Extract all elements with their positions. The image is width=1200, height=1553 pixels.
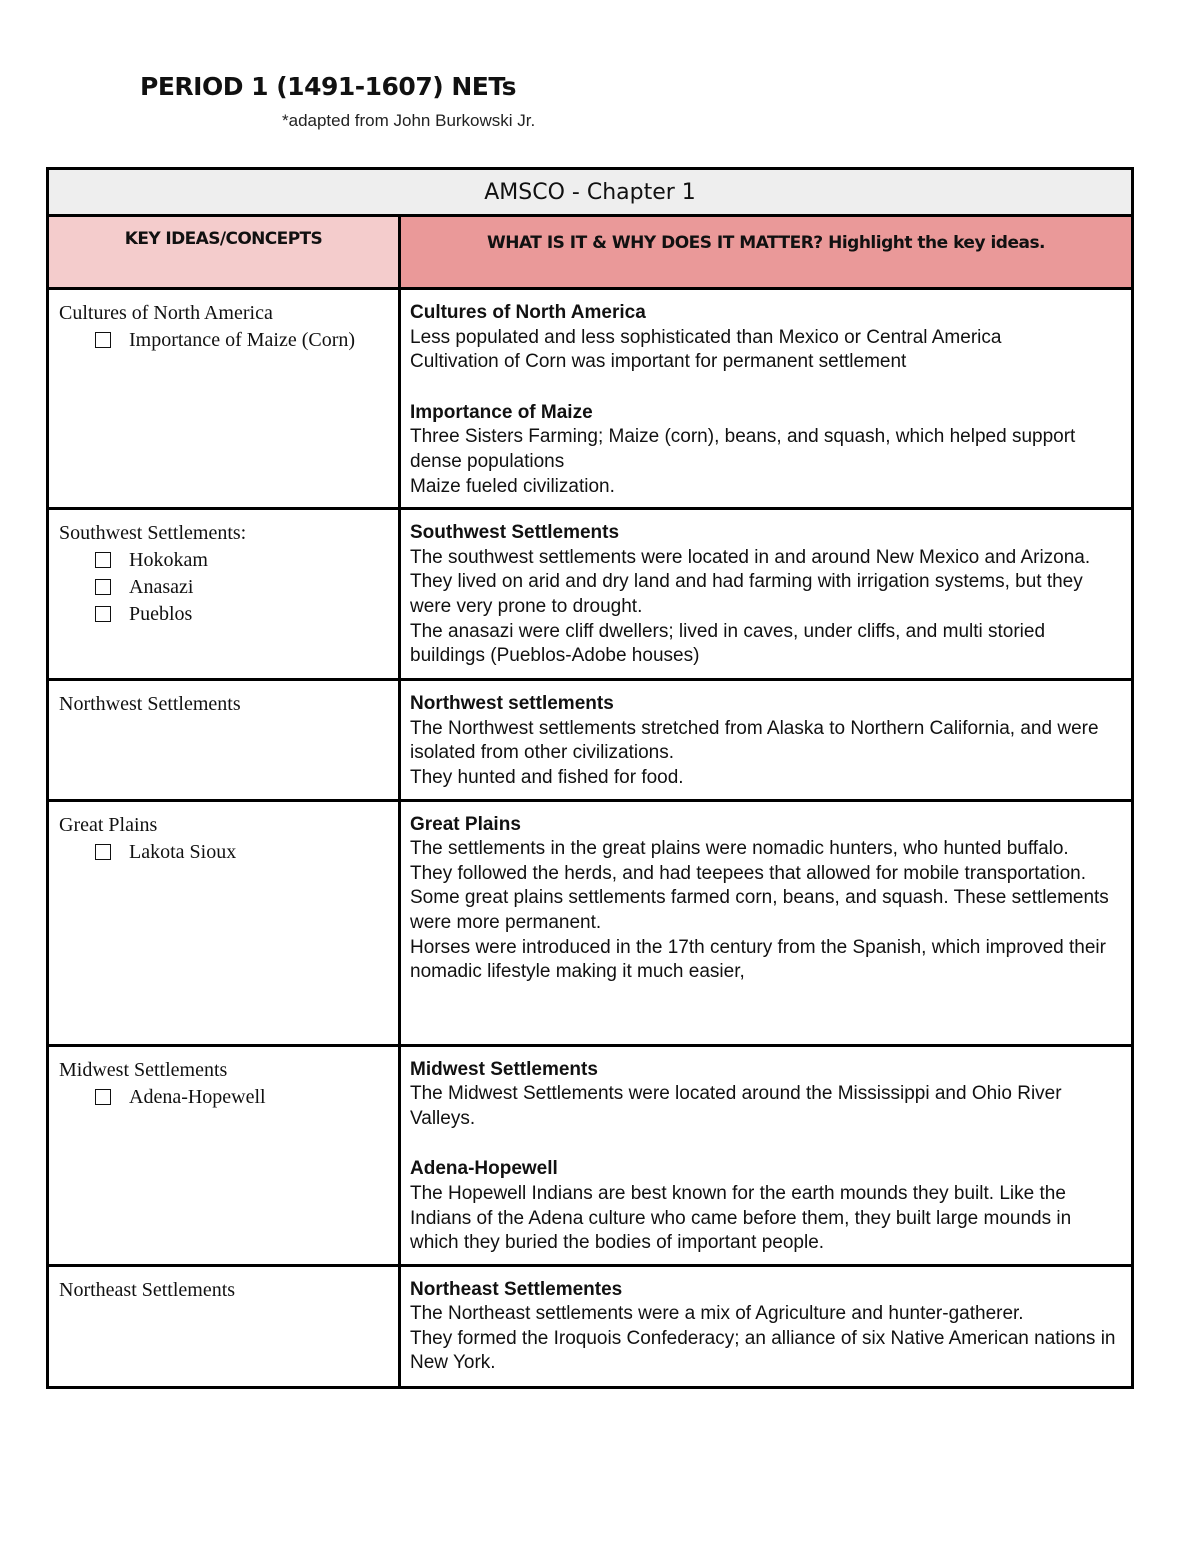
explanation-cell <box>400 680 1133 800</box>
checkbox-icon[interactable] <box>95 606 111 622</box>
key-idea-cell <box>48 1265 400 1387</box>
section-heading: Great Plains <box>410 813 521 835</box>
checklist-item-label: Pueblos <box>129 603 193 626</box>
what-why-header-label: WHAT IS IT & WHY DOES IT MATTER? Highlight the key ideas. <box>486 233 1046 253</box>
checklist-item-label: Anasazi <box>129 576 194 599</box>
checklist-item <box>95 601 390 628</box>
notes-table <box>46 167 1134 1389</box>
key-idea-title: Midwest Settlements <box>59 1058 228 1081</box>
explanation-section <box>410 521 1121 669</box>
section-line: Horses were introduced in the 17th century from the Spanish, which improved their nomadic lifestyle making it much easier, <box>410 936 1106 983</box>
checkbox-icon[interactable] <box>95 1089 111 1105</box>
checklist-item <box>95 839 390 866</box>
key-ideas-header-label: KEY IDEAS/CONCEPTS <box>124 229 323 249</box>
section-line: The settlements in the great plains were nomadic hunters, who hunted buffalo. <box>410 838 1069 860</box>
explanation-cell <box>400 1265 1133 1387</box>
table-row <box>48 289 1133 509</box>
key-idea-checklist <box>59 547 390 628</box>
table-row <box>48 680 1133 800</box>
key-idea-checklist <box>59 1084 390 1111</box>
header-row <box>48 216 1133 289</box>
checklist-item <box>95 574 390 601</box>
key-idea-title: Northwest Settlements <box>59 693 241 716</box>
section-heading: Adena-Hopewell <box>410 1158 558 1180</box>
explanation-cell <box>400 1045 1133 1265</box>
key-idea-cell <box>48 289 400 509</box>
key-ideas-header <box>48 216 400 289</box>
key-idea-cell <box>48 509 400 680</box>
explanation-section <box>410 813 1121 985</box>
section-line: The Northeast settlements were a mix of Agriculture and hunter-gatherer. <box>410 1303 1024 1325</box>
explanation-section <box>410 1278 1121 1376</box>
key-idea-title: Cultures of North America <box>59 302 273 324</box>
section-heading: Importance of Maize <box>410 401 593 423</box>
explanation-cell <box>400 289 1133 509</box>
section-line: They formed the Iroquois Confederacy; an alliance of six Native American nations in New York. <box>410 1327 1116 1374</box>
explanation-section <box>410 692 1121 790</box>
what-why-header <box>400 216 1133 289</box>
section-line: Less populated and less sophisticated than Mexico or Central America <box>410 326 1002 348</box>
checklist-item <box>95 547 390 574</box>
section-line: They hunted and fished for food. <box>410 766 684 788</box>
explanation-cell <box>400 800 1133 1045</box>
checklist-item <box>95 1084 390 1111</box>
section-heading: Northwest settlements <box>410 693 614 715</box>
key-idea-title: Southwest Settlements: <box>59 522 247 545</box>
checklist-item-label: Importance of Maize (Corn) <box>129 329 356 351</box>
key-idea-cell <box>48 800 400 1045</box>
checkbox-icon[interactable] <box>95 332 111 348</box>
table-row <box>48 1265 1133 1387</box>
document-title: PERIOD 1 (1491-1607) NETs <box>140 72 516 101</box>
table-row <box>48 800 1133 1045</box>
checklist-item-label: Adena-Hopewell <box>129 1085 266 1108</box>
section-line: The Hopewell Indians are best known for the earth mounds they built. Like the Indians of the Adena culture who came before them, they built large mounds in which they buried the bodies of important people. <box>410 1182 1072 1254</box>
checkbox-icon[interactable] <box>95 552 111 568</box>
checkbox-icon[interactable] <box>95 579 111 595</box>
section-line: The southwest settlements were located in and around New Mexico and Arizona. They lived on arid and dry land and had farming with irrigation systems, but they were very prone to drought. <box>410 546 1091 617</box>
table-row <box>48 1045 1133 1265</box>
explanation-cell <box>400 509 1133 680</box>
explanation-section <box>410 1058 1121 1132</box>
document-subtitle: *adapted from John Burkowski Jr. <box>282 111 536 130</box>
checklist-item-label: Hokokam <box>129 549 208 572</box>
key-idea-cell <box>48 680 400 800</box>
key-idea-checklist <box>59 839 390 866</box>
section-line: Some great plains settlements farmed corn, beans, and squash. These settlements were more permanent. <box>410 887 1109 933</box>
chapter-row <box>48 169 1133 216</box>
section-heading: Cultures of North America <box>410 302 646 323</box>
chapter-heading: AMSCO - Chapter 1 <box>48 169 1133 216</box>
checklist-item <box>95 327 390 354</box>
explanation-section <box>410 1157 1121 1255</box>
section-line: Three Sisters Farming; Maize (corn), beans, and squash, which helped support dense populations <box>410 426 1076 472</box>
section-line: They followed the herds, and had teepees that allowed for mobile transportation. <box>410 862 1086 884</box>
key-idea-title: Great Plains <box>59 813 158 836</box>
key-idea-cell <box>48 1045 400 1265</box>
explanation-section <box>410 401 1121 499</box>
section-heading: Southwest Settlements <box>410 522 620 544</box>
checkbox-icon[interactable] <box>95 844 111 860</box>
section-line: Maize fueled civilization. <box>410 475 615 497</box>
table-row <box>48 509 1133 680</box>
section-line: The Northwest settlements stretched from Alaska to Northern California, and were isolated from other civilizations. <box>410 717 1099 764</box>
explanation-section <box>410 301 1121 375</box>
key-idea-title: Northeast Settlements <box>59 1278 236 1301</box>
section-line: The anasazi were cliff dwellers; lived in caves, under cliffs, and multi storied buildings (Pueblos-Adobe houses) <box>410 620 1046 667</box>
checklist-item-label: Lakota Sioux <box>129 840 237 863</box>
section-line: The Midwest Settlements were located around the Mississippi and Ohio River Valleys. <box>410 1083 1062 1129</box>
key-idea-checklist <box>59 327 390 354</box>
section-heading: Northeast Settlementes <box>410 1278 623 1300</box>
section-heading: Midwest Settlements <box>410 1058 598 1080</box>
section-line: Cultivation of Corn was important for permanent settlement <box>410 351 907 373</box>
